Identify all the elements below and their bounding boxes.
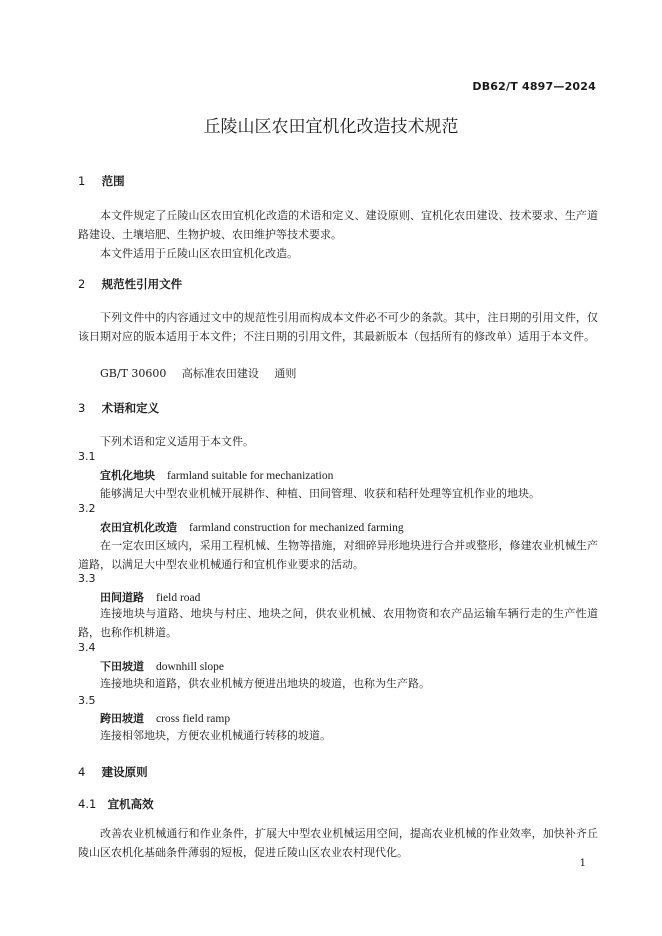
section-1-heading: [78, 173, 125, 189]
term-definition: 连接地块和道路，供农业机械方便进出地块的坡道，也称为生产路。: [100, 677, 430, 690]
section-title: 术语和定义: [101, 401, 160, 415]
term-zh: 农田宜机化改造: [100, 521, 177, 534]
section-number: 3: [78, 401, 86, 415]
standard-code: DB62/T 4897—2024: [472, 80, 596, 93]
term-definition: 能够满足大中型农业机械开展耕作、种植、田间管理、收获和秸秆处理等宜机作业的地块。: [100, 487, 540, 500]
section-3-heading: [78, 400, 159, 416]
paragraph: 改善农业机械通行和作业条件，扩展大中型农业机械运用空间，提高农业机械的作业效率，加快补齐丘陵山区农机化基础条件薄弱的短板，促进丘陵山区农业农村现代化。: [78, 827, 598, 859]
section-title: 规范性引用文件: [101, 277, 183, 291]
term-zh: 跨田坡道: [100, 712, 144, 725]
term-number: 3.2: [78, 502, 96, 515]
section-number: 4: [78, 765, 86, 779]
term-zh: 宜机化地块: [100, 469, 155, 482]
paragraph: 下列文件中的内容通过文中的规范性引用而构成本文件必不可少的条款。其中，注日期的引用文件，仅该日期对应的版本适用于本文件；不注日期的引用文件，其最新版本（包括所有的修改单）适用于本文件。: [78, 311, 598, 343]
section-number: 1: [78, 174, 86, 188]
paragraph: 本文件规定了丘陵山区农田宜机化改造的术语和定义、建设原则、宜机化农田建设、技术要求、生产道路建设、土壤培肥、生物护坡、农田维护等技术要求。: [78, 209, 598, 241]
page-number: 1: [579, 858, 586, 869]
term-en: farmland construction for mechanized farming: [189, 522, 404, 534]
reference-suffix: 通则: [274, 367, 297, 380]
subsection-4-1-heading: [78, 796, 154, 812]
term-entry: [100, 710, 230, 726]
document-title: 丘陵山区农田宜机化改造技术规范: [203, 117, 459, 137]
term-en: cross field ramp: [156, 713, 231, 725]
normative-reference: [100, 365, 296, 381]
term-zh: 下田坡道: [100, 660, 144, 673]
term-number: 3.4: [78, 641, 96, 654]
reference-code: GB/T 30600: [100, 367, 167, 380]
term-number: 3.3: [78, 572, 96, 585]
term-number: 3.5: [78, 694, 96, 707]
term-en: downhill slope: [156, 661, 225, 673]
section-2-heading: [78, 276, 182, 292]
section-4-heading: [78, 764, 148, 780]
section-number: 2: [78, 277, 86, 291]
paragraph: 本文件适用于丘陵山区农田宜机化改造。: [100, 247, 298, 260]
term-en: field road: [156, 592, 201, 604]
term-entry: [100, 519, 404, 535]
reference-name: 高标准农田建设: [181, 367, 259, 380]
section-title: 建设原则: [101, 765, 148, 779]
term-number: 3.1: [78, 450, 96, 463]
term-en: farmland suitable for mechanization: [167, 470, 334, 482]
term-entry: [100, 658, 224, 674]
subsection-number: 4.1: [78, 797, 97, 811]
term-entry: [100, 467, 333, 483]
section-title: 范围: [101, 174, 125, 188]
term-zh: 田间道路: [100, 591, 144, 604]
term-entry: [100, 589, 200, 605]
paragraph: 下列术语和定义适用于本文件。: [100, 435, 254, 448]
term-definition: 连接地块与道路、地块与村庄、地块之间，供农业机械、农用物资和农产品运输车辆行走的生产性道路，也称作机耕道。: [78, 607, 598, 639]
term-definition: 在一定农田区域内，采用工程机械、生物等措施，对细碎异形地块进行合并或整形，修建农业机械生产道路，以满足大中型农业机械通行和宜机作业要求的活动。: [78, 539, 598, 571]
subsection-title: 宜机高效: [107, 797, 154, 811]
term-definition: 连接相邻地块，方便农业机械通行转移的坡道。: [100, 729, 331, 742]
